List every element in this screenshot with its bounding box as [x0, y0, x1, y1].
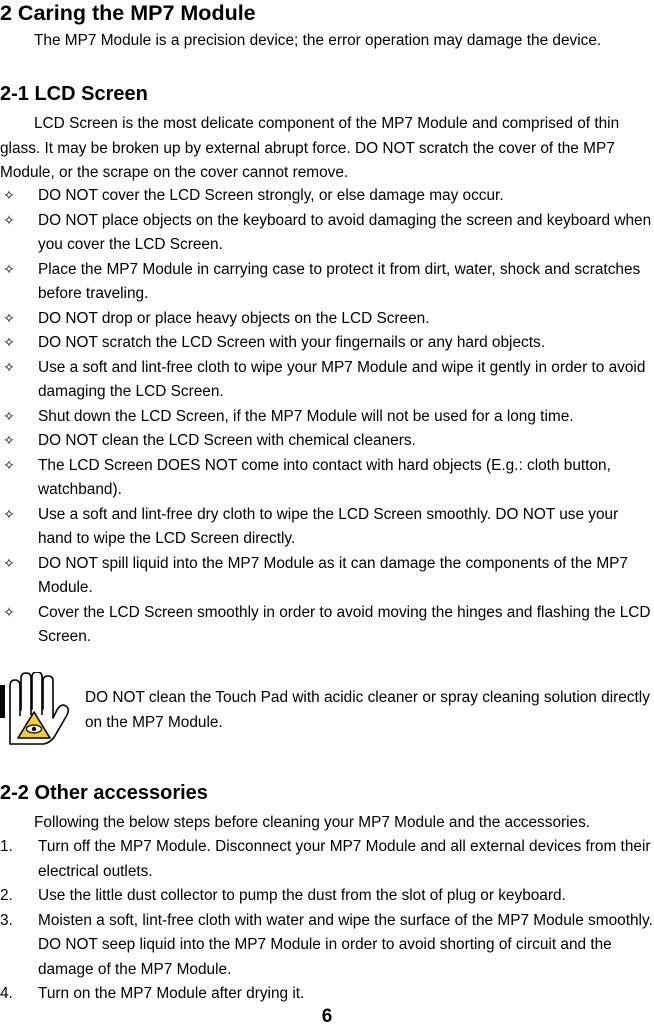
step-number: 3. — [0, 911, 13, 929]
step-text: Moisten a soft, lint-free cloth with water and wipe the surface of the MP7 Module smoothly. DO NOT seep liquid into the MP7 Module in order to avoid shorting of circuit and the damage of the MP7 Module. — [38, 911, 653, 978]
list-item — [0, 454, 654, 503]
lcd-section-heading: 2-1 LCD Screen — [0, 83, 148, 105]
list-item — [0, 835, 654, 884]
list-item — [0, 503, 654, 552]
diamond-bullet-icon: ✧ — [3, 555, 15, 572]
warning-text: DO NOT clean the Touch Pad with acidic cleaner or spray cleaning solution directly on the MP7 Module. — [85, 689, 650, 731]
list-item — [0, 307, 654, 332]
list-item-text: DO NOT place objects on the keyboard to avoid damaging the screen and keyboard when you cover the LCD Screen. — [38, 211, 652, 253]
list-item — [0, 356, 654, 405]
list-item-text: Use a soft and lint-free dry cloth to wipe the LCD Screen smoothly. DO NOT use your hand to wipe the LCD Screen directly. — [38, 505, 619, 547]
diamond-bullet-icon: ✧ — [3, 506, 15, 523]
list-item-text: DO NOT drop or place heavy objects on the LCD Screen. — [38, 309, 430, 327]
lcd-section-paragraph: LCD Screen is the most delicate component of the MP7 Module and comprised of thin glass. It may be broken up by external abrupt force. DO NOT scratch the cover of the MP7 Module, or the scrape on the cover cannot remove. — [0, 115, 620, 181]
diamond-bullet-icon: ✧ — [3, 359, 15, 376]
page-title: 2 Caring the MP7 Module — [0, 1, 256, 25]
list-item-text: DO NOT spill liquid into the MP7 Module as it can damage the components of the MP7 Module. — [38, 554, 628, 596]
list-item-text: DO NOT cover the LCD Screen strongly, or else damage may occur. — [38, 187, 504, 204]
diamond-bullet-icon: ✧ — [3, 433, 15, 449]
list-item — [0, 909, 654, 983]
accessories-section-heading: 2-2 Other accessories — [0, 782, 208, 804]
step-number: 1. — [0, 838, 13, 855]
diamond-bullet-icon: ✧ — [3, 212, 15, 229]
list-item — [0, 258, 654, 307]
intro-paragraph: The MP7 Module is a precision device; the error operation may damage the device. — [34, 32, 602, 49]
list-item — [0, 982, 654, 1007]
list-item-text: Cover the LCD Screen smoothly in order to avoid moving the hinges and flashing the LCD Screen. — [38, 603, 651, 645]
caution-hand-icon — [0, 672, 72, 746]
list-item — [0, 884, 654, 909]
accessories-paragraph: Following the below steps before cleaning your MP7 Module and the accessories. — [34, 814, 591, 831]
list-item-text: Shut down the LCD Screen, if the MP7 Module will not be used for a long time. — [38, 407, 574, 425]
diamond-bullet-icon: ✧ — [3, 310, 15, 327]
list-item — [0, 601, 654, 650]
step-text: Use the little dust collector to pump the dust from the slot of plug or keyboard. — [38, 887, 566, 904]
step-text: Turn off the MP7 Module. Disconnect your MP7 Module and all external devices from their electrical outlets. — [38, 838, 651, 880]
diamond-bullet-icon: ✧ — [3, 335, 15, 351]
list-item — [0, 405, 654, 430]
diamond-bullet-icon: ✧ — [3, 457, 15, 474]
list-item-text: DO NOT scratch the LCD Screen with your fingernails or any hard objects. — [38, 334, 545, 351]
lcd-care-list — [0, 184, 654, 650]
step-number: 4. — [0, 985, 13, 1002]
diamond-bullet-icon: ✧ — [3, 261, 15, 278]
list-item-text: DO NOT clean the LCD Screen with chemical cleaners. — [38, 432, 416, 449]
list-item-text: Use a soft and lint-free cloth to wipe your MP7 Module and wipe it gently in order to avoid damaging the LCD Screen. — [38, 358, 646, 400]
diamond-bullet-icon: ✧ — [3, 188, 15, 204]
list-item — [0, 552, 654, 601]
list-item — [0, 429, 654, 454]
list-item — [0, 331, 654, 356]
list-item — [0, 184, 654, 209]
list-item — [0, 209, 654, 258]
list-item-text: The LCD Screen DOES NOT come into contact with hard objects (E.g.: cloth button, watchband). — [38, 456, 611, 498]
cleaning-steps-list — [0, 835, 654, 1007]
step-text: Turn on the MP7 Module after drying it. — [38, 985, 305, 1002]
diamond-bullet-icon: ✧ — [3, 408, 15, 425]
diamond-bullet-icon: ✧ — [3, 604, 15, 621]
page-number: 6 — [321, 1006, 333, 1027]
step-number: 2. — [0, 887, 13, 904]
list-item-text: Place the MP7 Module in carrying case to protect it from dirt, water, shock and scratches before traveling. — [38, 260, 641, 302]
